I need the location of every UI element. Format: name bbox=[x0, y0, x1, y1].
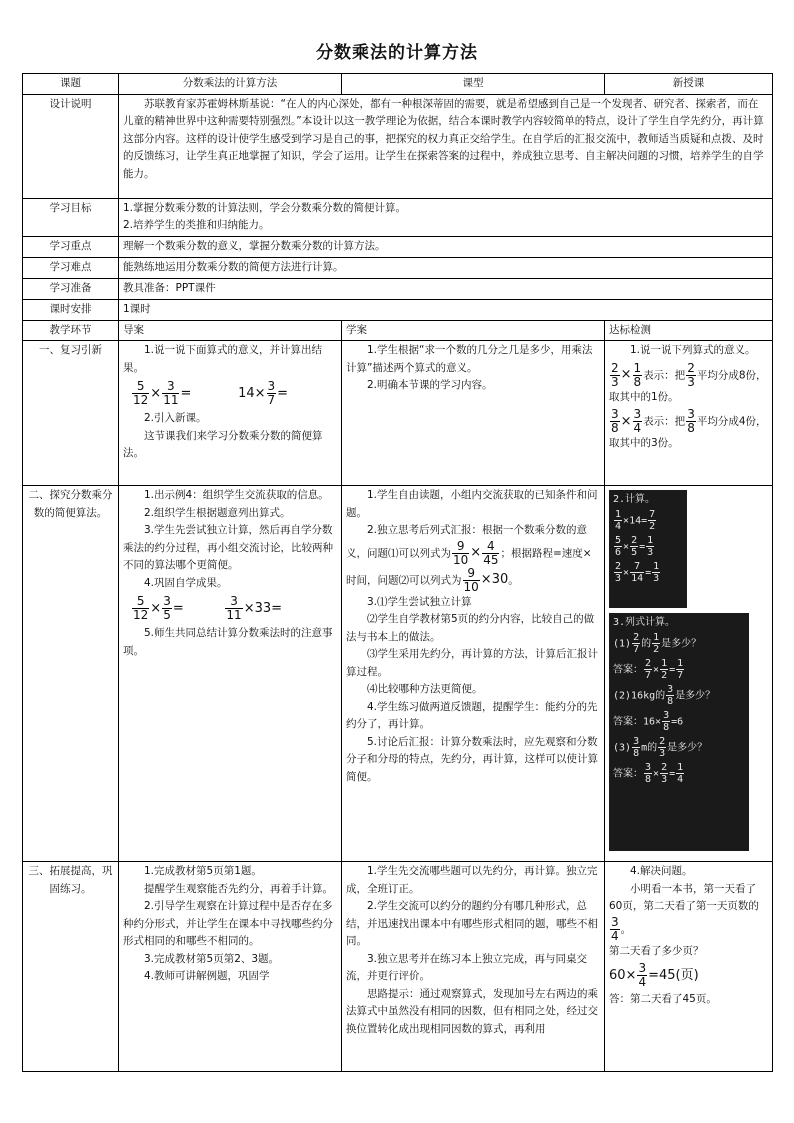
blackboard-title: 2.计算。 bbox=[613, 494, 656, 505]
blackboard-line: $\frac{2}{3}$ × $\frac{7}{14}$ = $\frac{1}{3}$ bbox=[615, 561, 660, 584]
fraction: $\frac{3}{4}$ bbox=[611, 914, 619, 943]
study-item: 1.学生根据“求一个数的几分之几是多少，用乘法计算”描述两个算式的意义。 bbox=[346, 344, 593, 374]
time-text: 1课时 bbox=[119, 299, 773, 320]
fraction: $\frac{3}{11}$ bbox=[226, 594, 242, 622]
guide-item: 1.完成教材第5页第1题。 bbox=[144, 865, 262, 877]
col-guide: 导案 bbox=[119, 320, 342, 341]
blackboard-line: (3) $\frac{3}{8}$ m的 $\frac{2}{3}$ 是多少？ bbox=[613, 736, 708, 759]
section-practice-row bbox=[23, 862, 773, 1072]
study-item: 3.独立思考并在练习本上独立完成，再与同桌交流，并更行评价。 bbox=[346, 952, 588, 982]
guide-item: 2.引入新课。 bbox=[144, 412, 207, 424]
time-row bbox=[23, 299, 773, 320]
topic-value: 分数乘法的计算方法 bbox=[119, 74, 342, 95]
guide-item: 4.巩固自学成果。 bbox=[144, 576, 228, 589]
study-item: ⑶学生采用先约分，再计算的方法，计算后汇报计算过程。 bbox=[346, 648, 598, 678]
check-item: 4.解决问题。 bbox=[630, 865, 693, 877]
check-expression-a: $\frac{2}{3}$ × $\frac{1}{8}$ 表示：把 $\frac{2}{3}$ 平均分成8份，取其中的1份。 bbox=[609, 360, 767, 403]
document-title: 分数乘法的计算方法 bbox=[316, 43, 478, 63]
fraction: $\frac{3}{8}$ bbox=[687, 407, 695, 435]
study-item: 3.⑴学生尝试独立计算 bbox=[367, 595, 472, 608]
blackboard-word-problem-image bbox=[609, 613, 749, 851]
study-item: 4.学生练习做两道反馈题，提醒学生：能约分的先约分了，再计算。 bbox=[346, 700, 598, 730]
check-item: 小明看一本书，第一天看了60页，第二天看了第一天页数的 $\frac{3}{4}$ 。 bbox=[609, 882, 759, 943]
guide-item: 提醒学生观察能否先约分，再着手计算。 bbox=[144, 882, 333, 895]
section-explore-study bbox=[342, 486, 605, 862]
prep-label: 学习准备 bbox=[23, 278, 119, 299]
blackboard-line: $\frac{5}{6}$ × $\frac{2}{5}$ = $\frac{1}{3}$ bbox=[615, 535, 654, 558]
col-study: 学案 bbox=[342, 320, 605, 341]
section-practice-study bbox=[342, 862, 605, 1072]
fraction: $\frac{3}{4}$ bbox=[633, 407, 642, 435]
goal-item-2: 2.培养学生的类推和归纳能力。 bbox=[123, 219, 270, 231]
section-review-guide bbox=[119, 341, 342, 486]
study-item: ⑷比较哪种方法更简便。 bbox=[367, 683, 483, 695]
fraction: $\frac{5}{12}$ bbox=[133, 594, 149, 622]
fraction: $\frac{1}{8}$ bbox=[633, 360, 642, 389]
fraction: $\frac{9}{10}$ bbox=[463, 565, 479, 594]
study-item: 2.学生交流可以约分的题约分有哪几种形式，总结，并迅速找出课本中有哪些形式相同的题，哪些不相同。 bbox=[346, 900, 598, 947]
fraction: $\frac{2}{3}$ bbox=[611, 360, 619, 389]
design-row bbox=[23, 94, 773, 198]
fraction: $\frac{3}{7}$ bbox=[267, 379, 276, 407]
guide-item: 4.教师可讲解例题，巩固学 bbox=[144, 970, 270, 982]
fraction: $\frac{3}{5}$ bbox=[163, 594, 171, 622]
topic-label: 课题 bbox=[23, 74, 119, 95]
col-stage: 教学环节 bbox=[23, 320, 119, 341]
guide-item: 2.组织学生根据题意列出算式。 bbox=[144, 506, 291, 519]
check-calculation: 60× $\frac{3}{4}$ =45(页) bbox=[609, 961, 699, 989]
practice-expression-row: $\frac{5}{12}$ × $\frac{3}{5}$ = $\frac{3}{11}$ ×33= bbox=[133, 594, 283, 622]
difficulty-row bbox=[23, 257, 773, 278]
blackboard-title: 3.列式计算。 bbox=[613, 617, 676, 628]
key-text: 理解一个数乘分数的意义，掌握分数乘分数的计算方法。 bbox=[119, 236, 773, 257]
section-review-check bbox=[605, 341, 773, 486]
type-value: 新授课 bbox=[605, 74, 773, 95]
blackboard-line: 答案： $\frac{2}{7}$ × $\frac{1}{2}$ = $\frac{1}{7}$ bbox=[613, 658, 684, 681]
guide-item: 1.出示例4：组织学生交流获取的信息。 bbox=[144, 489, 329, 501]
check-question: 第二天看了多少页？ bbox=[609, 944, 704, 957]
col-check: 达标检测 bbox=[605, 320, 773, 341]
section-practice-guide bbox=[119, 862, 342, 1072]
section-review-row bbox=[23, 341, 773, 486]
fraction: $\frac{5}{12}$ bbox=[133, 379, 149, 407]
blackboard-line: 答案： $\frac{3}{8}$ × $\frac{2}{3}$ = $\frac{1}{4}$ bbox=[613, 762, 684, 785]
type-label: 课型 bbox=[342, 74, 605, 95]
section-practice-name: 三、拓展提高，巩固练习。 bbox=[23, 862, 119, 1072]
fraction: $\frac{2}{3}$ bbox=[687, 360, 695, 389]
lesson-plan-table bbox=[22, 73, 773, 1072]
study-item: 1.学生先交流哪些题可以先约分，再计算。独立完成，全班订正。 bbox=[346, 865, 598, 895]
key-row bbox=[23, 236, 773, 257]
goal-text bbox=[119, 198, 773, 236]
prep-row bbox=[23, 278, 773, 299]
study-item: 1.学生自由读题，小组内交流获取的已知条件和问题。 bbox=[346, 489, 598, 519]
prep-text: 教具准备：PPT课件 bbox=[119, 278, 773, 299]
difficulty-label: 学习难点 bbox=[23, 257, 119, 278]
blackboard-line: (2)16kg的 $\frac{3}{8}$ 是多少？ bbox=[613, 684, 716, 707]
section-review-name: 一、复习引新 bbox=[23, 341, 119, 486]
study-item: 思路提示：通过观察算式，发现加号左右两边的乘法算式中虽然没有相同的因数，但有相同之处，经过交换位置转化成出现相同因数的算式，再利用 bbox=[346, 987, 598, 1035]
guide-item: 这节课我们来学习分数乘分数的简便算法。 bbox=[123, 429, 323, 459]
guide-item: 1.说一说下面算式的意义，并计算出结果。 bbox=[123, 344, 323, 374]
guide-item: 5.师生共同总结计算分数乘法时的注意事项。 bbox=[123, 627, 333, 657]
fraction: $\frac{4}{45}$ bbox=[483, 538, 499, 567]
section-practice-check bbox=[605, 862, 773, 1072]
key-label: 学习重点 bbox=[23, 236, 119, 257]
guide-item: 2.引导学生观察在计算过程中是否存在多种约分形式，并让学生在课本中寻找哪些约分形式相同的和哪些不相同的。 bbox=[123, 900, 333, 947]
check-expression-b: $\frac{3}{8}$ × $\frac{3}{4}$ 表示：把 $\frac{3}{8}$ 平均分成4份，取其中的3份。 bbox=[609, 407, 767, 449]
blackboard-line: (1) $\frac{2}{7}$ 的 $\frac{1}{2}$ 是多少？ bbox=[613, 632, 702, 655]
study-item: 2.独立思考后列式汇报：根据一个数乘分数的意义，问题⑴可以列式为 $\frac{9}{10}$ × $\frac{4}{45}$ ；根据路程=速度×时间，问题⑵可以列式为 $\frac{9}{10}$ ×30。 bbox=[346, 524, 592, 594]
blackboard-line: 答案：16× $\frac{3}{8}$ =6 bbox=[613, 710, 684, 733]
blackboard-calc-image bbox=[609, 490, 687, 608]
column-header-row bbox=[23, 320, 773, 341]
review-expression-row: $\frac{5}{12}$ × $\frac{3}{11}$ = 14× $\frac{3}{7}$ = bbox=[133, 379, 289, 407]
goal-label: 学习目标 bbox=[23, 198, 119, 236]
section-explore-row bbox=[23, 486, 773, 862]
design-text bbox=[119, 94, 773, 198]
study-item: ⑵学生自学教材第5页的约分内容，比较自己的做法与书本上的做法。 bbox=[346, 613, 595, 643]
section-review-study bbox=[342, 341, 605, 486]
check-answer: 答：第二天看了45页。 bbox=[609, 993, 717, 1005]
fraction: $\frac{3}{11}$ bbox=[163, 379, 179, 407]
time-label: 课时安排 bbox=[23, 299, 119, 320]
fraction: $\frac{3}{8}$ bbox=[611, 407, 619, 435]
fraction: $\frac{9}{10}$ bbox=[453, 538, 469, 567]
guide-item: 3.完成教材第5页第2、3题。 bbox=[144, 952, 280, 965]
section-explore-name: 二、探究分数乘分数的简便算法。 bbox=[23, 486, 119, 862]
study-item: 5.讨论后汇报：计算分数乘法时，应先观察和分数分子和分母的特点，先约分，再计算，这样可以使计算简便。 bbox=[346, 735, 598, 783]
study-item: 2.明确本节课的学习内容。 bbox=[367, 379, 493, 391]
check-item: 1.说一说下列算式的意义。 bbox=[630, 344, 756, 356]
design-paragraph: 苏联教育家苏霍姆林斯基说：“在人的内心深处，都有一种根深蒂固的需要，就是希望感到自己是一个发现者、研究者、探索者，而在儿童的精神世界中这种需要特别强烈。”本设计以这一教学理论为依据，结合本课时教学内容较简单的特点，设计了学生自学先约分，再计算这部分内容。这样的设计使学生感受到学习是自己的事，把探究的权力真正交给学生。在自学后的汇报交流中，教师适当质疑和点拨、及时的反馈练习，让学生真正地掌握了知识，学会了运用。让学生在探索答案的过程中，养成独立思考、自主解决问题的习惯，培养学生的自学能力。 bbox=[123, 97, 764, 180]
difficulty-text: 能熟练地运用分数乘分数的简便方法进行计算。 bbox=[119, 257, 773, 278]
fraction: $\frac{3}{4}$ bbox=[638, 961, 647, 989]
header-row bbox=[23, 74, 773, 95]
blackboard-line: $\frac{1}{4}$ ×14= $\frac{7}{2}$ bbox=[615, 509, 656, 532]
section-explore-guide bbox=[119, 486, 342, 862]
design-label: 设计说明 bbox=[23, 94, 119, 198]
goal-row bbox=[23, 198, 773, 236]
guide-item: 3.学生先尝试独立计算，然后再自学分数乘法的约分过程，再小组交流讨论，比较两种不同的算法哪个更简便。 bbox=[123, 524, 333, 571]
section-explore-check bbox=[605, 486, 773, 862]
goal-item-1: 1.掌握分数乘分数的计算法则，学会分数乘分数的简便计算。 bbox=[123, 201, 407, 214]
